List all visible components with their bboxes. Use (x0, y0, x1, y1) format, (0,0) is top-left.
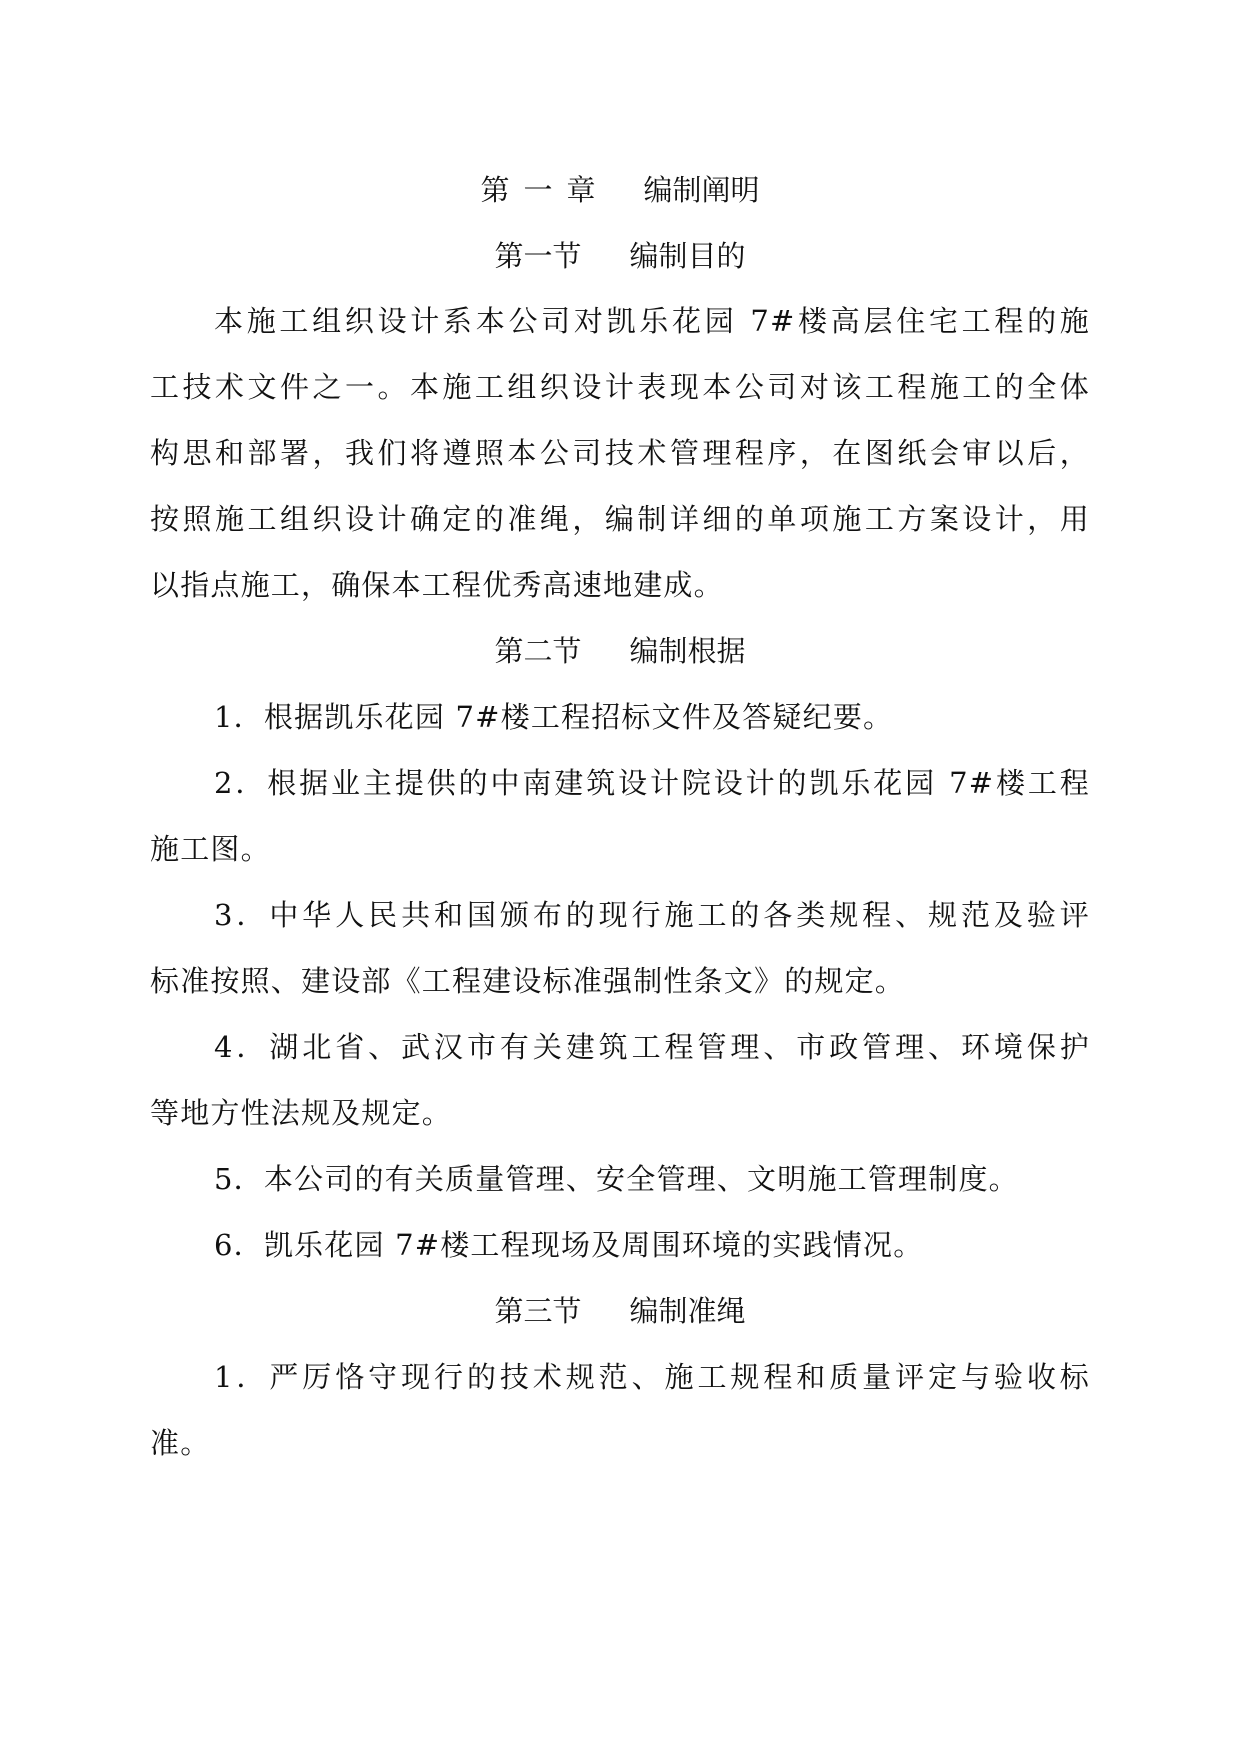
paragraph-line: 以指点施工，确保本工程优秀高速地建成。 (150, 568, 724, 602)
list-item: 5．本公司的有关质量管理、安全管理、文明施工管理制度。 (214, 1162, 1019, 1196)
chapter-number-char: 章 (566, 173, 596, 207)
paragraph-line: 工技术文件之一。本施工组织设计表现本公司对该工程施工的全体 (150, 370, 1090, 404)
section-heading (150, 236, 1090, 276)
list-item-continuation: 标准按照、建设部《工程建设标准强制性条文》的规定。 (150, 964, 906, 998)
section-title: 编制目的 (629, 239, 746, 273)
paragraph-line: 按照施工组织设计确定的准绳，编制详细的单项施工方案设计，用 (150, 502, 1090, 536)
list-item: 2．根据业主提供的中南建筑设计院设计的凯乐花园 7#楼工程 (214, 766, 1090, 800)
list-item-continuation: 准。 (150, 1426, 211, 1460)
list-item: 6．凯乐花园 7#楼工程现场及周围环境的实践情况。 (214, 1228, 924, 1262)
list-item-continuation: 等地方性法规及规定。 (150, 1096, 453, 1130)
list-item: 3．中华人民共和国颁布的现行施工的各类规程、规范及验评 (214, 898, 1090, 932)
chapter-heading (150, 170, 1090, 210)
paragraph-line: 构思和部署，我们将遵照本公司技术管理程序，在图纸会审以后， (150, 436, 1090, 470)
chapter-title: 编制阐明 (643, 173, 760, 207)
section-label: 第三节 (494, 1294, 582, 1328)
section-title: 编制准绳 (629, 1294, 746, 1328)
list-item-continuation: 施工图。 (150, 832, 271, 866)
section-title: 编制根据 (629, 634, 746, 668)
paragraph-line: 本施工组织设计系本公司对凯乐花园 7#楼高层住宅工程的施 (214, 304, 1090, 338)
section-label: 第二节 (494, 634, 582, 668)
list-item: 1．根据凯乐花园 7#楼工程招标文件及答疑纪要。 (214, 700, 894, 734)
chapter-number-char: 第 (480, 173, 510, 207)
chapter-number-char: 一 (523, 173, 553, 207)
section-label: 第一节 (494, 239, 582, 273)
list-item: 4．湖北省、武汉市有关建筑工程管理、市政管理、环境保护 (214, 1030, 1090, 1064)
list-item: 1．严厉恪守现行的技术规范、施工规程和质量评定与验收标 (214, 1360, 1090, 1394)
section-heading (150, 1291, 1090, 1331)
section-heading (150, 631, 1090, 671)
